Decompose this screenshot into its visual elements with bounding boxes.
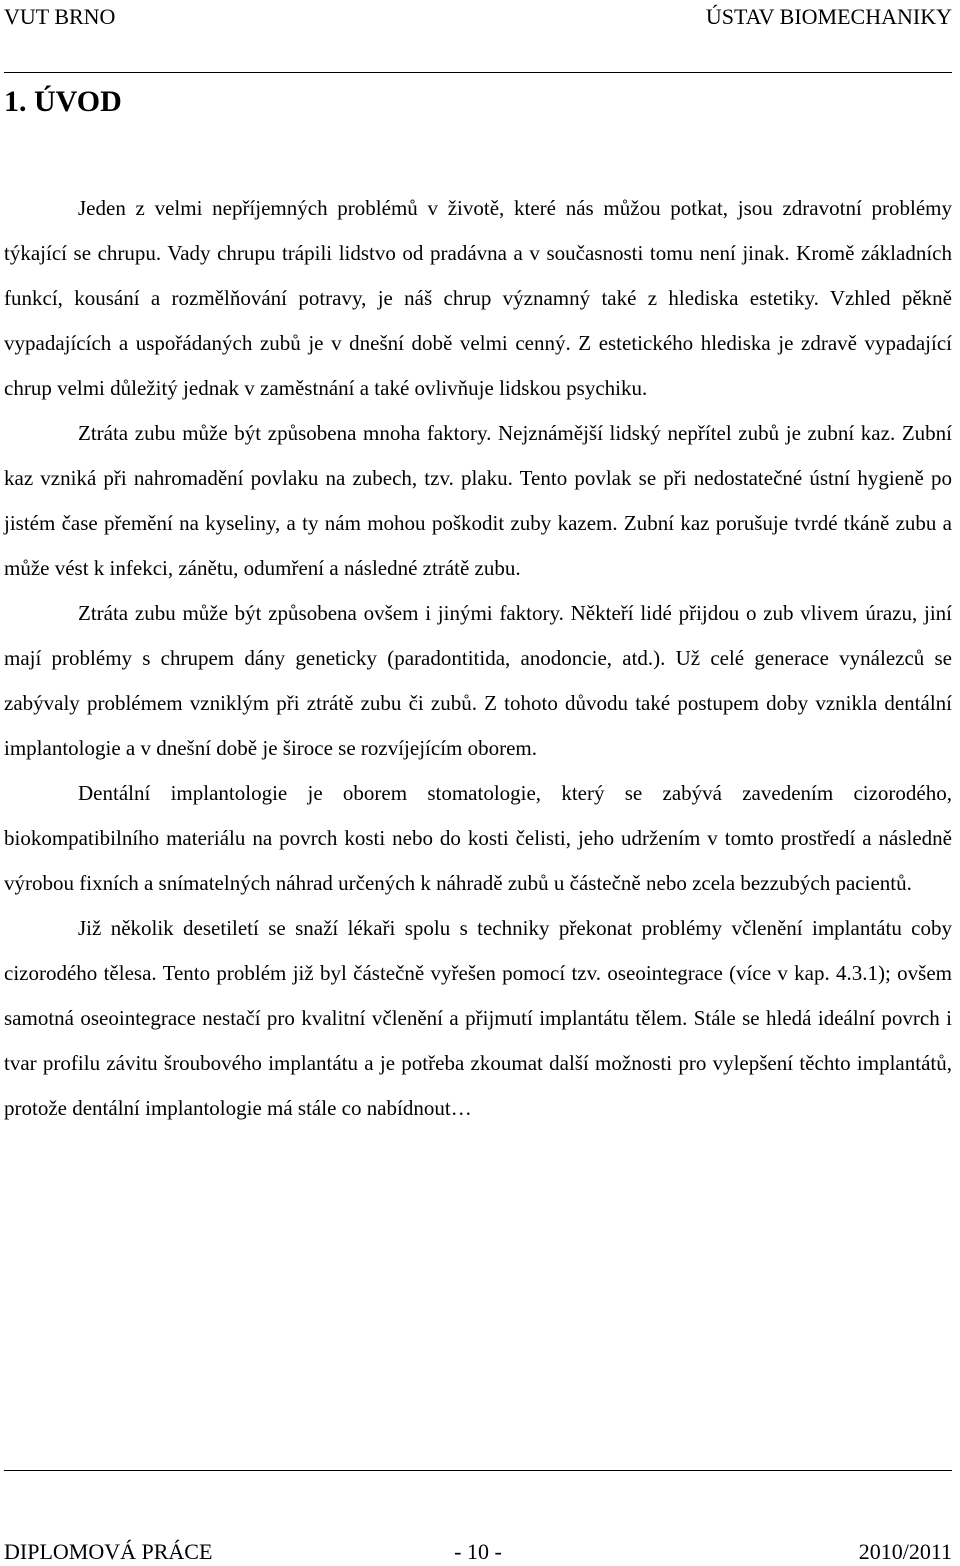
page-footer [4,1538,952,1566]
header-university: VUT BRNO [4,4,116,29]
page-number: - 10 - [454,1539,502,1564]
header-institute: ÚSTAV BIOMECHANIKY [705,4,952,29]
document-body [4,186,952,1131]
paragraph-1: Jeden z velmi nepříjemných problémů v životě, které nás můžou potkat, jsou zdravotní problémy týkající se chrupu. Vady chrupu trápili lidstvo od pradávna a v současnosti tomu není jinak. Kromě základních funkcí, kousání a rozmělňování potravy, je náš chrup významný také z hlediska estetiky. Vzhled pěkně vypadajících a uspořádaných zubů je v dnešní době velmi cenný. Z estetického hlediska je zdravě vypadající chrup velmi důležitý jednak v zaměstnání a také ovlivňuje lidskou psychiku. [4,196,952,400]
paragraph-2: Ztráta zubu může být způsobena mnoha faktory. Nejznámější lidský nepřítel zubů je zubní kaz. Zubní kaz vzniká při nahromadění povlaku na zubech, tzv. plaku. Tento povlak se při nedostatečné ústní hygieně po jistém čase přemění na kyseliny, a ty nám mohou poškodit zuby kazem. Zubní kaz porušuje tvrdé tkáně zubu a může vést k infekci, zánětu, odumření a následné ztrátě zubu. [4,421,952,580]
footer-thesis-type: DIPLOMOVÁ PRÁCE [4,1539,213,1564]
paragraph-4: Dentální implantologie je oborem stomatologie, který se zabývá zavedením cizorodého, biokompatibilního materiálu na povrch kosti nebo do kosti čelisti, jeho udržením v tomto prostředí a následně výrobou fixních a snímatelných náhrad určených k náhradě zubů u částečně nebo zcela bezzubých pacientů. [4,781,952,895]
footer-divider [4,1470,952,1471]
paragraph-3: Ztráta zubu může být způsobena ovšem i jinými faktory. Někteří lidé přijdou o zub vlivem úrazu, jiní mají problémy s chrupem dány geneticky (paradontitida, anodoncie, atd.). Už celé generace vynálezců se zabývaly problémem vzniklým při ztrátě zubu či zubů. Z tohoto důvodu také postupem doby vznikla dentální implantologie a v dnešní době je široce se rozvíjejícím oborem. [4,601,952,760]
header-divider [4,72,952,73]
section-title: 1. ÚVOD [4,85,122,118]
footer-academic-year: 2010/2011 [858,1539,952,1564]
paragraph-5: Již několik desetiletí se snaží lékaři spolu s techniky překonat problémy včlenění implantátu coby cizorodého tělesa. Tento problém již byl částečně vyřešen pomocí tzv. oseointegrace (více v kap. 4.3.1); ovšem samotná oseointegrace nestačí pro kvalitní včlenění a přijmutí implantátu tělem. Stále se hledá ideální povrch i tvar profilu závitu šroubového implantátu a je potřeba zkoumat další možnosti pro vylepšení těchto implantátů, protože dentální implantologie má stále co nabídnout… [4,916,952,1120]
page-header [4,2,952,32]
